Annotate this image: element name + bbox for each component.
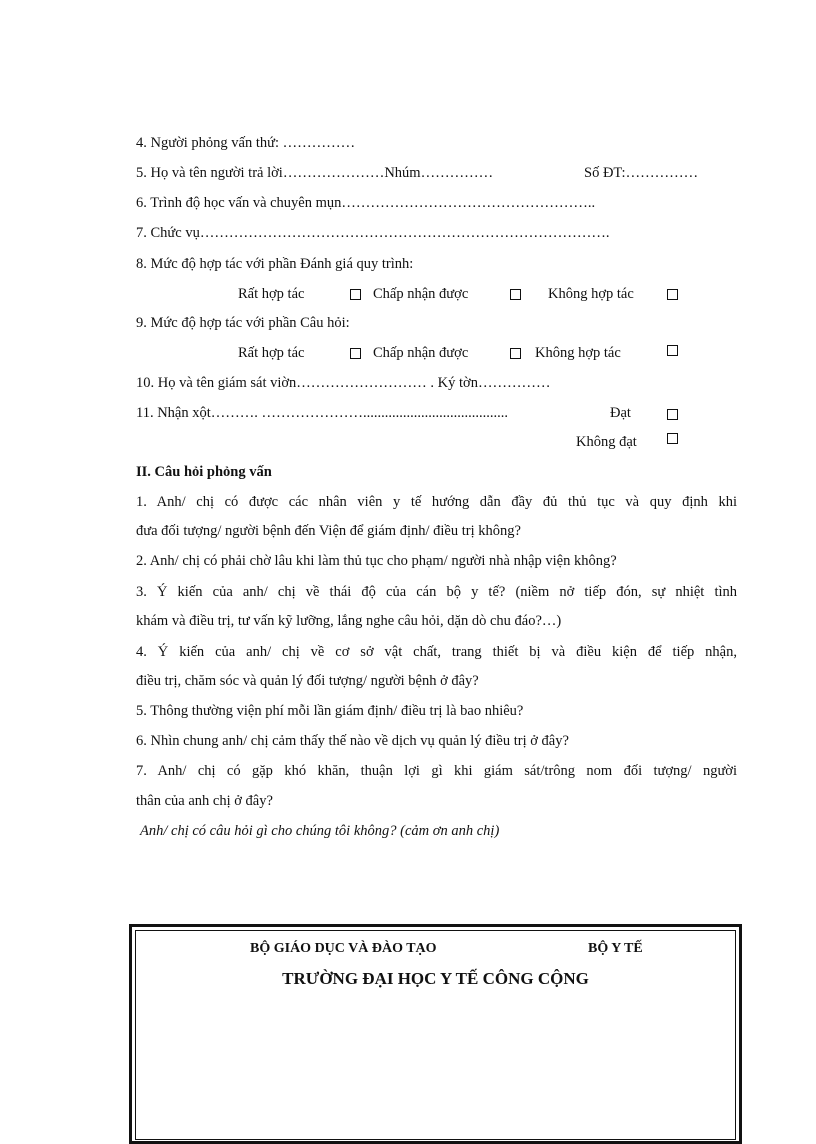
checkbox-q9-acceptable[interactable] [510, 348, 521, 359]
option-not-cooperative-label: Không hợp tác [548, 286, 634, 302]
ministry-education: BỘ GIÁO DỤC VÀ ĐÀO TẠO [250, 941, 437, 956]
field-cooperation-questions: 9. Mức độ hợp tác với phần Câu hỏi: [136, 315, 350, 331]
checkbox-q9-very-cooperative[interactable] [350, 348, 361, 359]
field-education: 6. Trình độ học vấn và chuyên mụn…………………………………………….. [136, 195, 596, 211]
section-title: II. Câu hỏi phỏng vấn [136, 464, 272, 480]
question-7-line-2: thân của anh chị ở đây? [136, 793, 273, 809]
checkbox-fail[interactable] [667, 433, 678, 444]
field-supervisor: 10. Họ và tên giám sát viờn……………………… . Ký tờn…………… [136, 375, 551, 391]
field-comment: 11. Nhận xột………. …………………........................................ [136, 405, 509, 421]
option-not-cooperative-label: Không hợp tác [535, 345, 621, 361]
checkbox-pass[interactable] [667, 409, 678, 420]
option-acceptable-label: Chấp nhận được [373, 286, 469, 302]
field-cooperation-process: 8. Mức độ hợp tác với phần Đánh giá quy trình: [136, 256, 414, 272]
field-interviewer-number: 4. Người phỏng vấn thứ: …………… [136, 135, 356, 151]
question-2: 2. Anh/ chị có phải chờ lâu khi làm thủ tục cho phạm/ người nhà nhập viện không? [136, 553, 617, 569]
fail-label: Không đạt [576, 434, 637, 450]
checkbox-q8-acceptable[interactable] [510, 289, 521, 300]
question-6: 6. Nhìn chung anh/ chị cảm thấy thế nào về dịch vụ quản lý điều trị ở đây? [136, 733, 569, 749]
option-very-cooperative-label: Rất hợp tác [238, 286, 305, 302]
option-very-cooperative-label: Rất hợp tác [238, 345, 305, 361]
field-phone: Số ĐT:…………… [584, 165, 699, 181]
ministry-health: BỘ Y TẾ [588, 941, 643, 956]
checkbox-q9-not-cooperative[interactable] [667, 345, 678, 356]
question-4-line-1: 4. Ý kiến của anh/ chị về cơ sở vật chất, trang thiết bị và điều kiện để tiếp nhận, [136, 644, 737, 660]
question-1-line-2: đưa đối tượng/ người bệnh đến Viện để giám định/ điều trị không? [136, 523, 521, 539]
pass-label: Đạt [610, 405, 631, 421]
checkbox-q8-not-cooperative[interactable] [667, 289, 678, 300]
question-4-line-2: điều trị, chăm sóc và quản lý đối tượng/ người bệnh ở đây? [136, 673, 479, 689]
field-position: 7. Chức vụ…………………………………………………………………………. [136, 225, 610, 241]
school-name: TRƯỜNG ĐẠI HỌC Y TẾ CÔNG CỘNG [282, 969, 589, 988]
checkbox-q8-very-cooperative[interactable] [350, 289, 361, 300]
question-7-line-1: 7. Anh/ chị có gặp khó khăn, thuận lợi gì khi giám sát/trông nom đối tượng/ người [136, 763, 737, 779]
option-acceptable-label: Chấp nhận được [373, 345, 469, 361]
question-5: 5. Thông thường viện phí mỗi lần giám định/ điều trị là bao nhiêu? [136, 703, 524, 719]
closing-question: Anh/ chị có câu hỏi gì cho chúng tôi không? (cảm ơn anh chị) [140, 823, 500, 839]
question-3-line-2: khám và điều trị, tư vấn kỹ lưỡng, lắng nghe câu hỏi, dặn dò chu đáo?…) [136, 613, 562, 629]
field-respondent-name: 5. Họ và tên người trả lời…………………Nhúm…………… [136, 165, 494, 181]
question-1-line-1: 1. Anh/ chị có được các nhân viên y tế hướng dẫn đầy đủ thủ tục và quy định khi [136, 494, 737, 510]
question-3-line-1: 3. Ý kiến của anh/ chị về thái độ của cán bộ y tế? (niềm nở tiếp đón, sự nhiệt tình [136, 584, 737, 600]
cover-inner-frame [135, 930, 736, 1140]
